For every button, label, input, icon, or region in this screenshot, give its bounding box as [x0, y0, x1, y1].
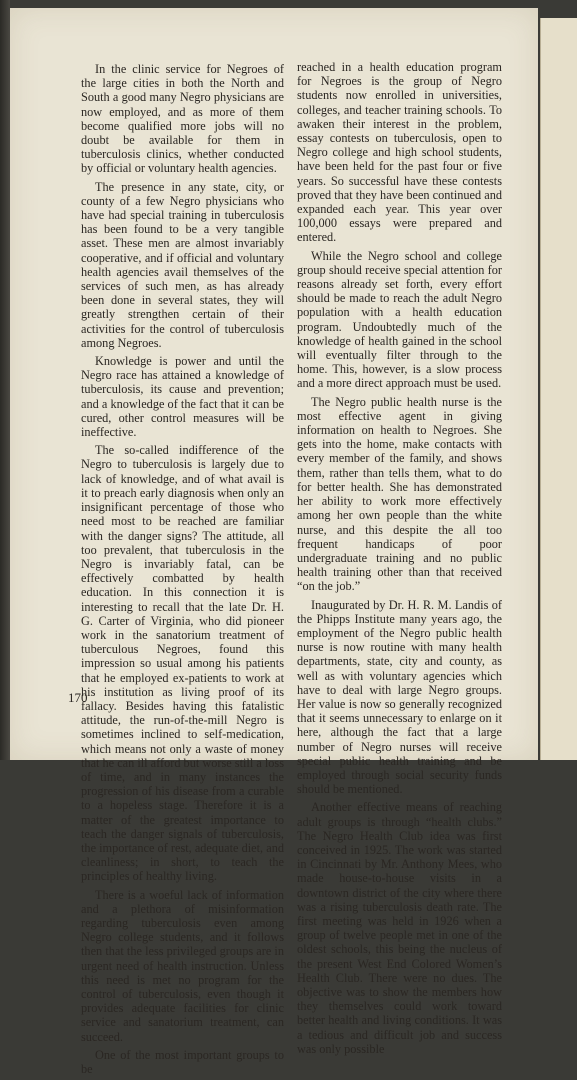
paragraph: One of the most important groups to be [81, 1047, 284, 1077]
right-column [297, 60, 502, 1060]
scan-edge [0, 0, 10, 760]
paragraph: The Negro public health nurse is the most effective agent in giving information on health to Negroes. She gets into the home, make contacts with every member of the family, and shows them, rather than tells them, what to do for better health. She has demonstrated her ability to work more effectively among her own people than the white nurse, and this despite the all too frequent handicaps of poor undergraduate training and no public health training other than that received “on the job.” [297, 394, 502, 594]
page-number: 170 [68, 690, 88, 705]
paragraph: The presence in any state, city, or county of a few Negro physicians who have had special training in tuberculosis has been found to be a very tangible asset. These men are almost invariably cooperative, and if official and voluntary health agencies avail themselves of the services of such men, as has already been done in several states, they will greatly strengthen certain of their activities for the control of tuberculosis among Negroes. [81, 179, 284, 350]
adjacent-page-edge [540, 18, 577, 760]
paragraph: Inaugurated by Dr. H. R. M. Landis of the Phipps Institute many years ago, the employment of the Negro public health nurse is now routine with many health departments, state, city and county, as well as with voluntary agencies which have to deal with large Negro groups. Her value is now so generally recognized that it seems unnecessary to enlarge on it here, although the fact that a large number of Negro nurses will receive special public health training and be employed through social security funds should be mentioned. [297, 597, 502, 797]
left-column [81, 62, 284, 1080]
paragraph: In the clinic service for Negroes of the large cities in both the North and South a good many Negro physicians are now employed, and as more of them become qualified more jobs will no doubt be available for them in tuberculosis clinics, whether conducted by official or voluntary health agencies. [81, 62, 284, 176]
paragraph: The so-called indifference of the Negro to tuberculosis is largely due to lack of knowledge, and of what avail is it to preach early diagnosis when only an insignificant percentage of those who need most to be reached are familiar with the danger signs? The attitude, all too prevalent, that tuberculosis in the Negro is invariably fatal, can be effectively combatted by health education. In this connection it is interesting to recall that the late Dr. H. G. Carter of Virginia, who did pioneer work in the sanatorium treatment of tuberculous Negroes, found this impression so usual among his patients that he employed ex-patients to work at his institution as living proof of its fallacy. Besides having this fatalistic attitude, the run-of-the-mill Negro is sometimes inclined to self-medication, which means not only a waste of money that he can ill afford but worse still a loss of time, and in many instances the progression of his disease from a curable to a hopeless stage. Therefore it is a matter of the greatest importance to teach the danger signals of tuberculosis, the importance of rest, adequate diet, and cleanliness; in short, to teach the principles of healthy living. [81, 443, 284, 884]
paragraph: Knowledge is power and until the Negro race has attained a knowledge of tuberculosis, its cause and prevention; and a knowledge of the fact that it can be cured, other control measures will be ineffective. [81, 354, 284, 440]
book-page [10, 8, 538, 1077]
paragraph: There is a woeful lack of information and a plethora of misinformation regarding tuberculosis even among Negro college students, and it follows then that the less privileged groups are in urgent need of health instruction. Unless this need is met no program for the control of tuberculosis, even though it provides adequate facilities for clinic service and sanatorium treatment, can succeed. [81, 887, 284, 1044]
paragraph: While the Negro school and college group should receive special attention for reasons already set forth, every effort should be made to reach the adult Negro population with a health education program. Undoubtedly much of the knowledge of health gained in the school will eventually filter through to the home. This, however, is a slow process and a more direct approach must be used. [297, 248, 502, 391]
paragraph: Another effective means of reaching adult groups is through “health clubs.” The Negro Health Club idea was first conceived in 1925. The work was started in Cincinnati by Mr. Anthony Mees, who made house-to-house visits in a downtown district of the city where there was a rising tuberculosis death rate. The first meeting was held in 1926 when a group of twelve people met in one of the oldest schools, this being the nucleus of the present West End Colored Women’s Health Club. There were no dues. The objective was to show the members how they themselves could work toward better health and living conditions. It was a tedious and difficult job and success was only possible [297, 800, 502, 1056]
paragraph: reached in a health education program for Negroes is the group of Negro students now enrolled in universities, colleges, and teacher training schools. To awaken their interest in the problem, essay contests on tuberculosis, open to Negro college and high school students, have been held for the past four or five years. So successful have these contests proved that they have been continued and expanded each year. This year over 100,000 essays were prepared and entered. [297, 60, 502, 245]
